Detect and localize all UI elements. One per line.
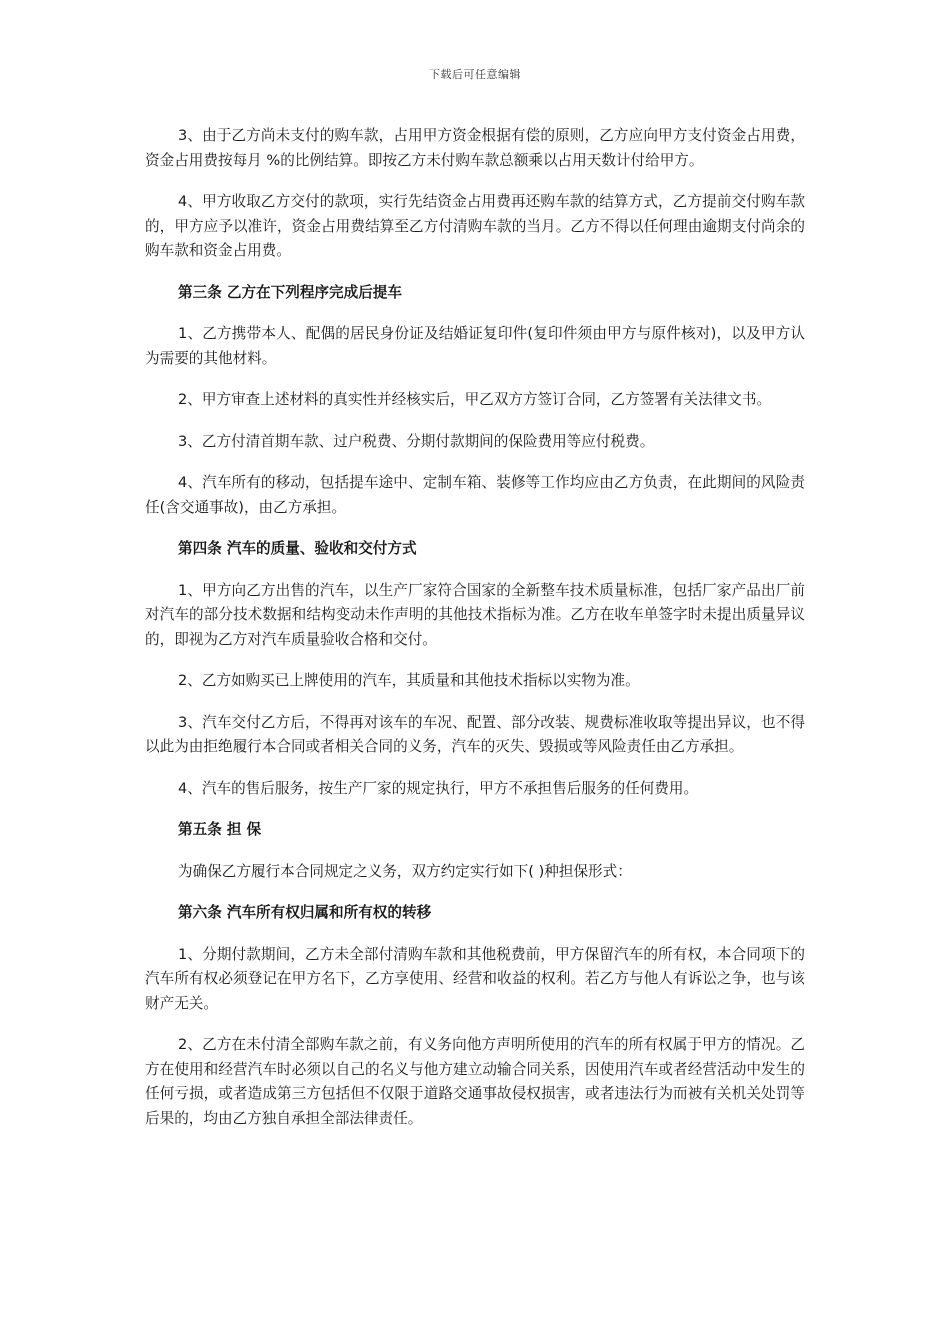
clause-paragraph: 为确保乙方履行本合同规定之义务，双方约定实行如下( )种担保形式：: [178, 862, 632, 880]
article-heading: 第六条 汽车所有权归属和所有权的转移: [178, 904, 432, 921]
clause-paragraph: 1、乙方携带本人、配偶的居民身份证及结婚证复印件(复印件须由甲方与原件核对)，以及甲方认为需要的其他材料。: [145, 325, 805, 367]
clause-paragraph: 2、乙方如购买已上牌使用的汽车，其质量和其他技术指标以实物为准。: [178, 672, 640, 689]
clause-paragraph: 2、甲方审查上述材料的真实性并经核实后，甲乙双方方签订合同，乙方签署有关法律文书。: [178, 391, 772, 408]
clause-paragraph: 2、乙方在未付清全部购车款之前，有义务向他方声明所使用的汽车的所有权属于甲方的情况。乙方在使用和经营汽车时必须以自己的名义与他方建立动输合同关系，因使用汽车或者经营活动中发生的任何亏损，或者造成第三方包括但不仅限于道路交通事故侵权损害，或者违法行为而被有关机关处罚等后果的，均由乙方独自承担全部法律责任。: [145, 1036, 805, 1127]
article-heading: 第三条 乙方在下列程序完成后提车: [178, 283, 402, 301]
clause-paragraph: 4、甲方收取乙方交付的款项，实行先结资金占用费再还购车款的结算方式，乙方提前交付购车款的，甲方应予以准许，资金占用费结算至乙方付清购车款的当月。乙方不得以任何理由逾期支付尚余的购车款和资金占用费。: [145, 193, 805, 259]
article-heading: 第五条 担 保: [178, 821, 262, 838]
clause-paragraph: 3、汽车交付乙方后，不得再对该车的车况、配置、部分改装、规费标准收取等提出异议，也不得以此为由拒绝履行本合同或者相关合同的义务，汽车的灭失、毁损或等风险责任由乙方承担。: [145, 713, 805, 755]
clause-paragraph: 3、乙方付清首期车款、过户税费、分期付款期间的保险费用等应付税费。: [178, 432, 655, 450]
page-header: 下载后可任意编辑: [429, 68, 521, 81]
clause-paragraph: 3、由于乙方尚未支付的购车款，占用甲方资金根据有偿的原则，乙方应向甲方支付资金占用费，资金占用费按每月 %的比例结算。即按乙方未付购车款总额乘以占用天数计付给甲方。: [145, 127, 805, 169]
clause-paragraph: 4、汽车所有的移动，包括提车途中、定制车箱、装修等工作均应由乙方负责，在此期间的风险责任(含交通事故)，由乙方承担。: [145, 474, 805, 516]
document-body: [145, 124, 805, 1148]
article-heading: 第四条 汽车的质量、验收和交付方式: [178, 540, 417, 557]
clause-paragraph: 1、分期付款期间，乙方未全部付清购车款和其他税费前，甲方保留汽车的所有权，本合同项下的汽车所有权必须登记在甲方名下，乙方享使用、经营和收益的权利。若乙方与他人有诉讼之争，也与该财产无关。: [145, 945, 805, 1012]
clause-paragraph: 1、甲方向乙方出售的汽车，以生产厂家符合国家的全新整车技术质量标准，包括厂家产品出厂前对汽车的部分技术数据和结构变动未作声明的其他技术指标为准。乙方在收车单签字时未提出质量异议的，即视为乙方对汽车质量验收合格和交付。: [145, 581, 805, 648]
clause-paragraph: 4、汽车的售后服务，按生产厂家的规定执行，甲方不承担售后服务的任何费用。: [178, 779, 699, 797]
